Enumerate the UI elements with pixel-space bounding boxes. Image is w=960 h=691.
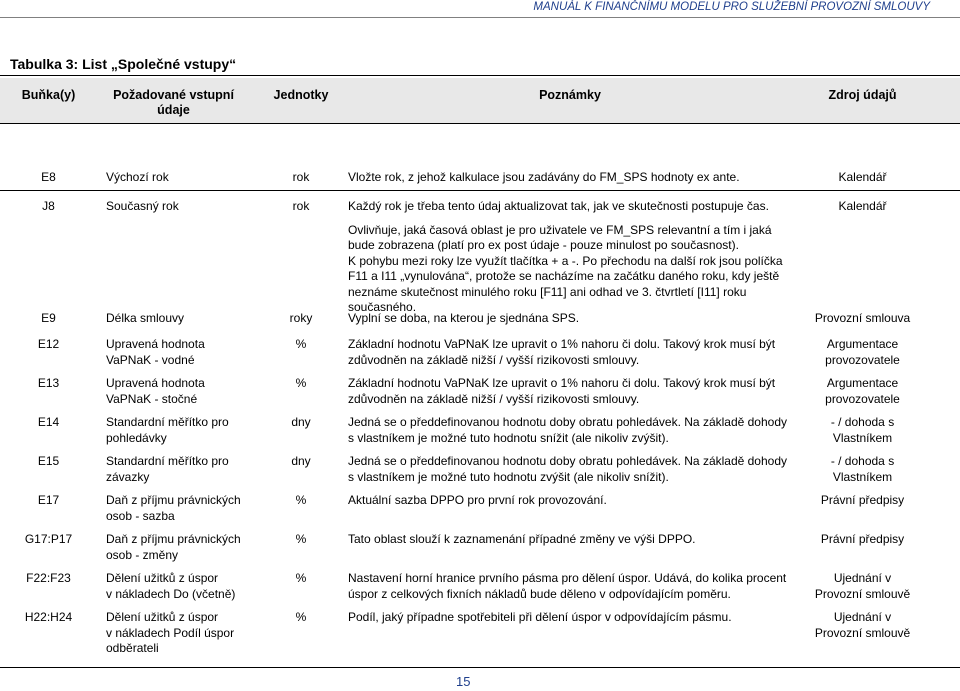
required-input: Upravená hodnota VaPNaK - stočné [106,376,205,406]
note-line: Nastavení horní hranice prvního pásma pro dělení úspor. Udává, do kolika procent [348,571,787,585]
note-line: Vyplní se doba, na kterou je sjednána SPS. [348,311,580,325]
page-number: 15 [456,674,471,689]
note [348,415,798,446]
unit: dny [291,454,311,468]
data-source: Právní předpisy [820,493,905,507]
note-line: Jedná se o předdefinovanou hodnotu doby obratu pohledávek. Na základě dohody [348,415,788,429]
table-header [0,78,960,124]
note-line: Jedná se o předdefinovanou hodnotu doby obratu pohledávek. Na základě dohody [348,454,788,468]
column-header-note: Poznámky [539,88,601,102]
data-source: Provozní smlouva [814,311,911,325]
note-line: zdůvodněn na základě nižší / vyšší rizikovosti smlouvy. [348,391,640,406]
note-line: bude zobrazena (platí pro ex post údaje - pouze minulost po současnost). [348,238,739,252]
data-source: - / dohoda s Vlastníkem [830,415,895,445]
running-header: MANUÁL K FINANČNÍMU MODELU PRO SLUŽEBNÍ PROVOZNÍ SMLOUVY [533,1,930,13]
cell-reference: E9 [41,311,56,325]
note [348,199,798,316]
note [348,170,798,186]
cell-reference: E15 [37,454,60,468]
data-source: Ujednání v Provozní smlouvě [814,571,911,601]
table-body [0,124,960,664]
cell-reference: G17:P17 [24,532,73,546]
cell-reference: E8 [41,170,56,184]
note [348,311,798,327]
data-source: Právní předpisy [820,532,905,546]
required-input: Délka smlouvy [106,311,185,325]
data-source: Argumentace provozovatele [825,337,900,367]
unit: roky [289,311,313,325]
required-input: Standardní měřítko pro pohledávky [106,415,229,445]
note-line: zdůvodněn na základě nižší / vyšší rizikovosti smlouvy. [348,352,640,367]
column-header-source: Zdroj údajů [828,88,897,102]
data-source: Ujednání v Provozní smlouvě [814,610,911,640]
unit: dny [291,415,311,429]
note-line: neznáme skutečnost minulého roku [F11] ani odhad ve 3. čtvrtletí [I11] roku [348,284,747,299]
note [348,376,798,407]
note-line: Aktuální sazba DPPO pro první rok provozování. [348,493,607,507]
note-line: F11 a I11 „vynulována“, protože se nacházíme na začátku daného roku, kdy ještě [348,269,780,283]
required-input: Dělení užitků z úspor v nákladech Do (včetně) [106,571,236,601]
data-source: Argumentace provozovatele [825,376,900,406]
unit: rok [292,170,310,184]
required-input: Současný rok [106,199,179,213]
header-rule [0,17,960,18]
note-line: úspor z celkových fixních nákladů bude děleno v odpovídajícím poměru. [348,586,731,601]
unit: % [295,337,307,351]
note-line: Tato oblast slouží k zaznamenání případné změny ve výši DPPO. [348,532,696,546]
cell-reference: E13 [37,376,60,390]
note-line: Základní hodnotu VaPNaK lze upravit o 1% nahoru či dolu. Takový krok musí být [348,376,776,390]
cell-reference: H22:H24 [24,610,73,624]
cell-reference: F22:F23 [26,571,71,585]
required-input: Daň z příjmu právnických osob - sazba [106,493,241,523]
note-line: Základní hodnotu VaPNaK lze upravit o 1% nahoru či dolu. Takový krok musí být [348,337,776,351]
note [348,454,798,485]
column-header-cell: Buňka(y) [21,88,76,102]
required-input: Standardní měřítko pro závazky [106,454,229,484]
footer-rule [0,667,960,668]
unit: % [295,493,307,507]
note-line: Ovlivňuje, jaká časová oblast je pro uživatele ve FM_SPS relevantní a tím i jaká [348,222,772,237]
cell-reference: E12 [37,337,60,351]
inputs-table [0,78,960,664]
unit: % [295,610,307,624]
unit: % [295,571,307,585]
note-line: s vlastníkem je možné tuto hodnotu snížit (ale nikoliv zvýšit). [348,430,669,445]
required-input: Upravená hodnota VaPNaK - vodné [106,337,205,367]
title-rule [0,75,960,76]
note-line: K pohybu mezi roky lze využít tlačítka + a -. Po přechodu na další rok jsou políčka [348,253,783,268]
note-line: s vlastníkem je možné tuto hodnotu zvýšit (ale nikoliv snížit). [348,469,669,484]
data-source: Kalendář [838,170,887,184]
data-source: Kalendář [838,199,887,213]
note [348,337,798,368]
note [348,493,798,509]
note-line: současného. [348,300,417,314]
cell-reference: E14 [37,415,60,429]
note-line: Každý rok je třeba tento údaj aktualizovat tak, jak ve skutečnosti postupuje čas. [348,199,769,213]
section-title: Tabulka 3: List „Společné vstupy“ [10,56,237,72]
cell-reference: E17 [37,493,60,507]
note [348,532,798,548]
data-source: - / dohoda s Vlastníkem [830,454,895,484]
unit: rok [292,199,310,213]
cell-reference: J8 [42,199,55,213]
column-header-input: Požadované vstupní údaje [113,88,234,117]
required-input: Daň z příjmu právnických osob - změny [106,532,241,562]
row-separator [0,190,960,191]
note-line: Vložte rok, z jehož kalkulace jsou zadávány do FM_SPS hodnoty ex ante. [348,170,740,184]
note [348,610,798,626]
note-line: Podíl, jaký případne spotřebiteli při dělení úspor v odpovídajícím pásmu. [348,610,732,624]
note [348,571,798,602]
required-input: Dělení užitků z úspor v nákladech Podíl úspor odběrateli [106,610,235,655]
required-input: Výchozí rok [106,170,169,184]
unit: % [295,532,307,546]
column-header-unit: Jednotky [273,88,329,102]
unit: % [295,376,307,390]
